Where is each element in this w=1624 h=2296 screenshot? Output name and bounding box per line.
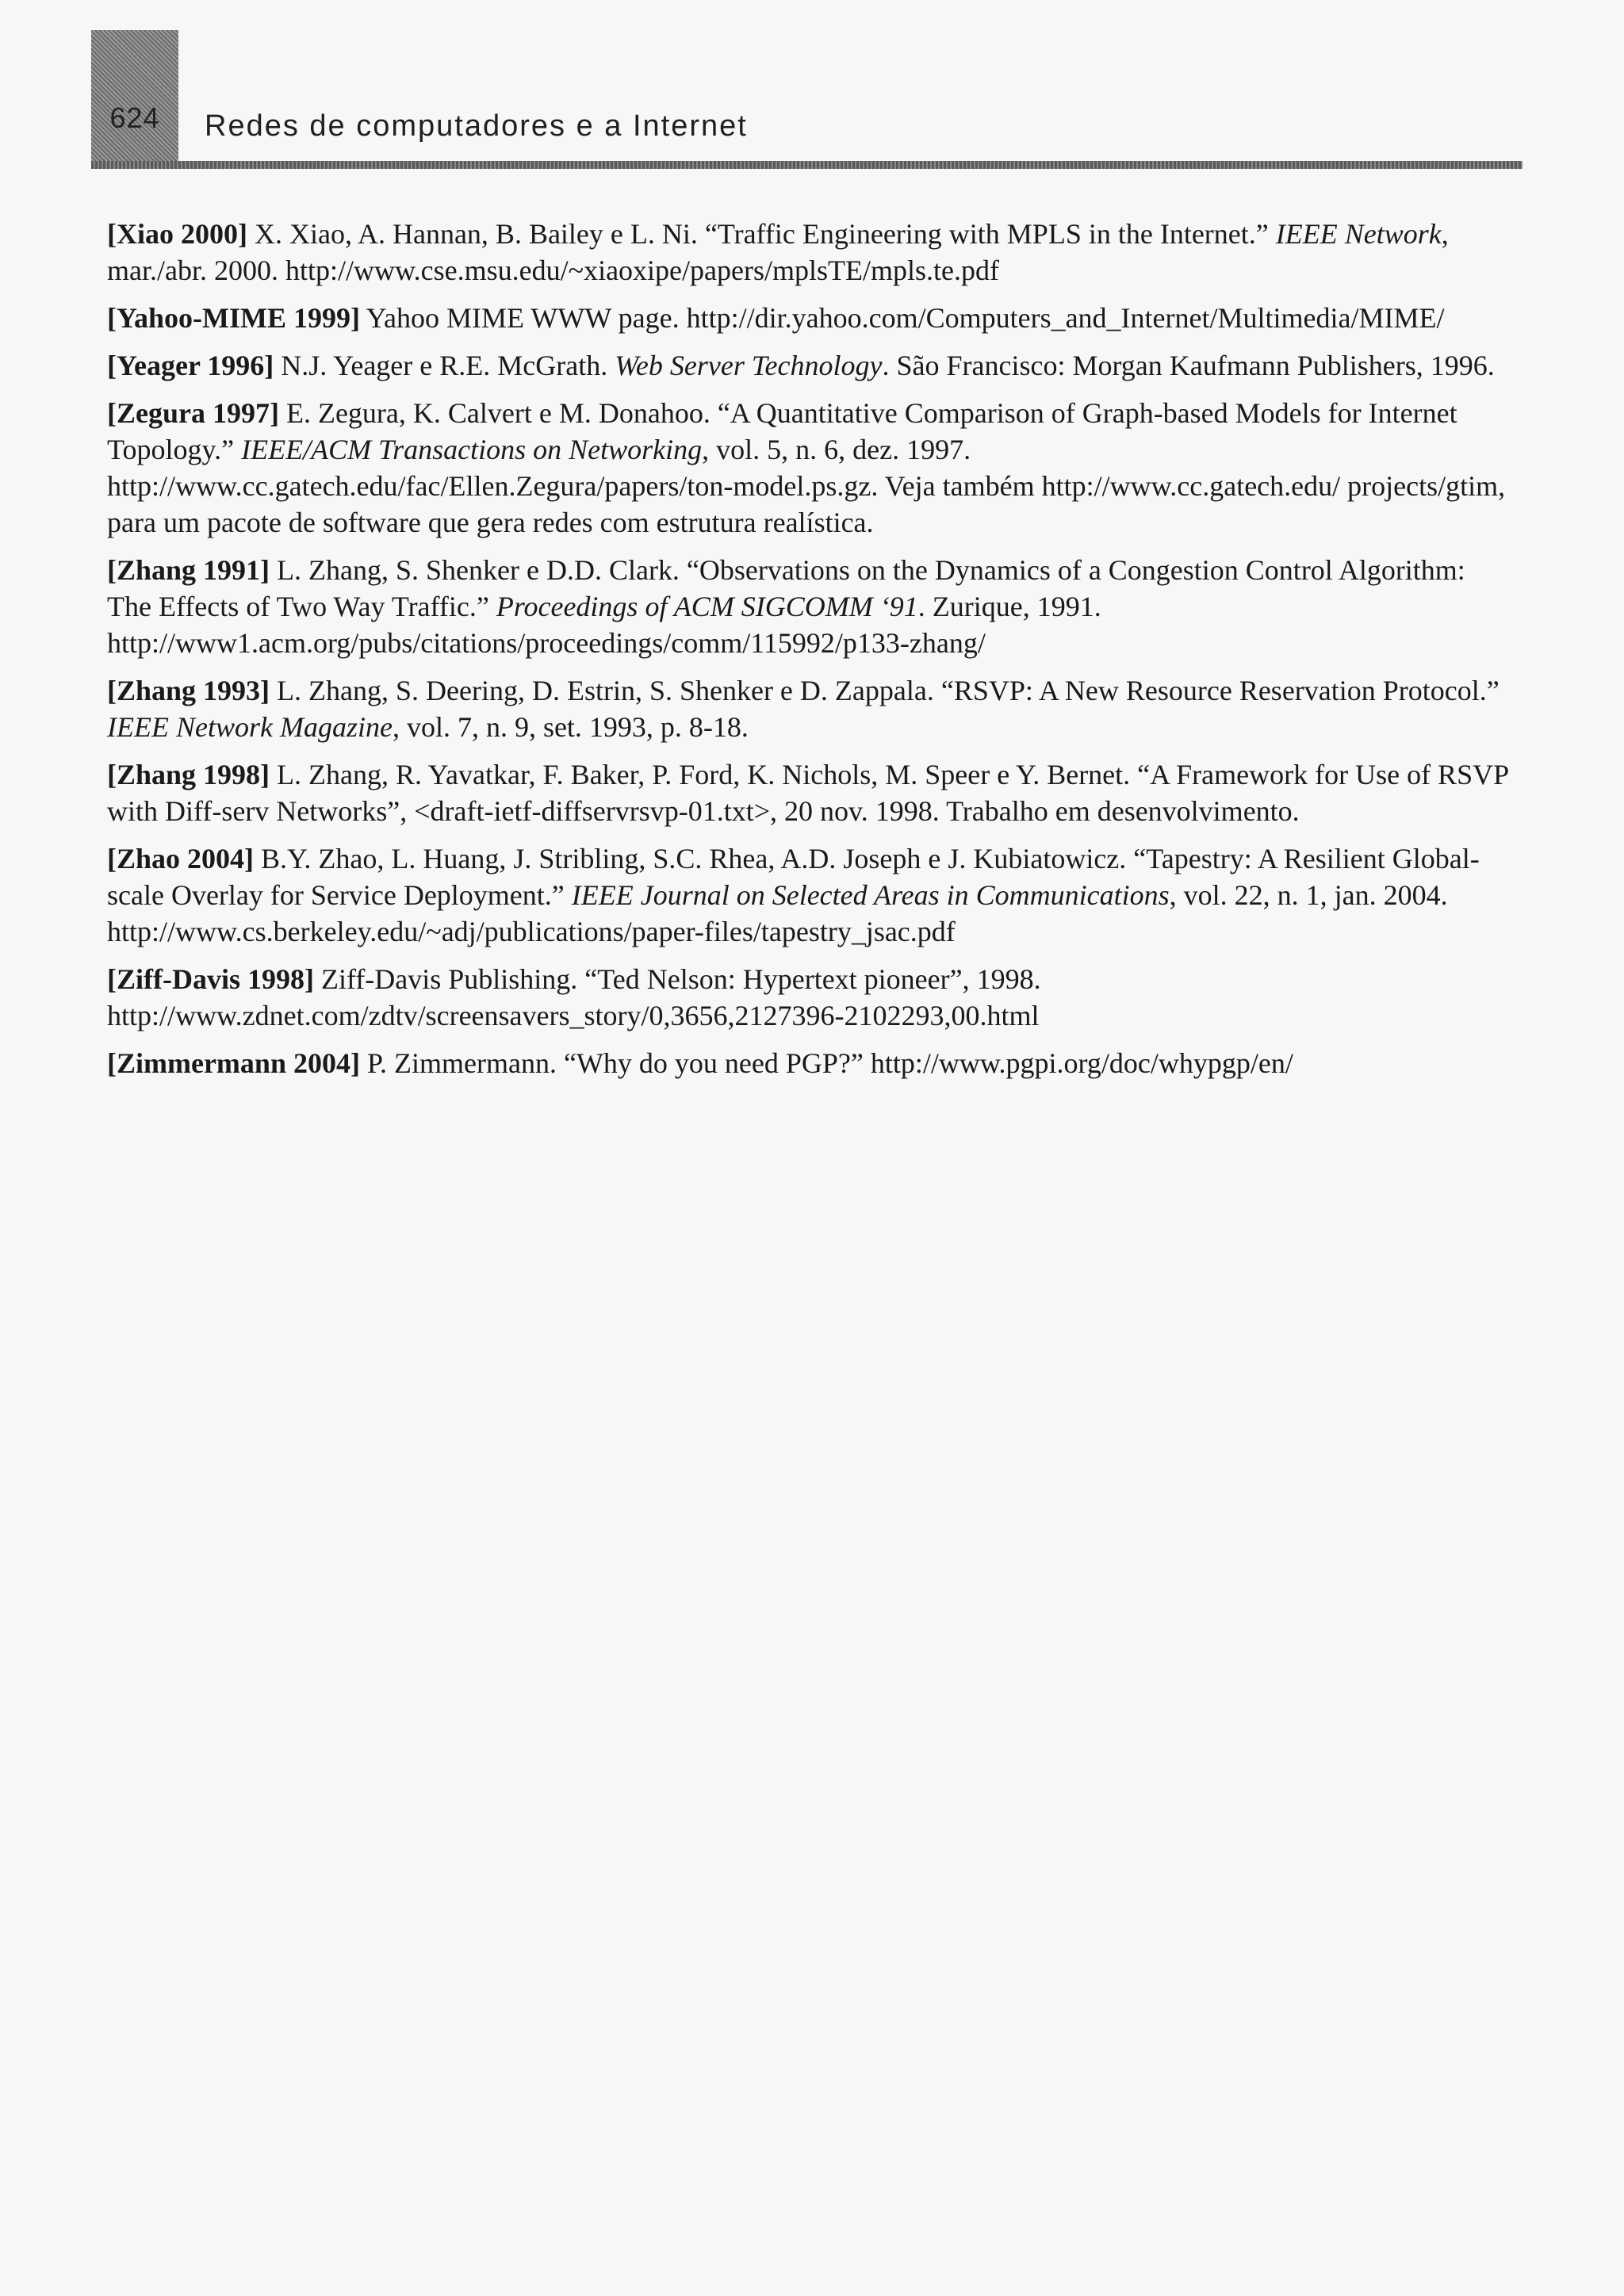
reference-key: [Zhang 1991] bbox=[107, 554, 270, 586]
reference-entry bbox=[107, 1045, 1511, 1081]
reference-entry bbox=[107, 216, 1511, 289]
reference-title: IEEE Network bbox=[1275, 218, 1442, 250]
reference-text: L. Zhang, S. Shenker e D.D. Clark. “Observations on the Dynamics of a Congestion Control Algorithm: The Effects of Two Way Traffic.” bbox=[107, 554, 1465, 622]
reference-text-tail: . Zurique, 1991. http://www1.acm.org/pubs/citations/proceedings/comm/115992/p133-zhang/ bbox=[107, 591, 1101, 659]
reference-text: X. Xiao, A. Hannan, B. Bailey e L. Ni. “Traffic Engineering with MPLS in the Internet.” bbox=[247, 218, 1276, 250]
reference-entry bbox=[107, 756, 1511, 829]
reference-text-tail: , vol. 22, n. 1, jan. 2004. http://www.cs.berkeley.edu/~adj/publications/paper-files/tapestry_jsac.pdf bbox=[107, 879, 1448, 947]
reference-entry bbox=[107, 552, 1511, 661]
reference-text: B.Y. Zhao, L. Huang, J. Stribling, S.C. Rhea, A.D. Joseph e J. Kubiatowicz. “Tapestry: A Resilient Global-scale Overlay for Service Deployment.” bbox=[107, 843, 1480, 911]
reference-text: E. Zegura, K. Calvert e M. Donahoo. “A Quantitative Comparison of Graph-based Models for Internet Topology.” bbox=[107, 397, 1457, 465]
page-number: 624 bbox=[109, 101, 160, 134]
reference-key: [Zhao 2004] bbox=[107, 843, 255, 874]
reference-entry bbox=[107, 347, 1511, 384]
reference-key: [Zhang 1993] bbox=[107, 675, 270, 706]
reference-title: IEEE Network Magazine bbox=[107, 711, 393, 743]
page-number-box bbox=[91, 30, 178, 169]
reference-text-tail: , vol. 5, n. 6, dez. 1997. http://www.cc.gatech.edu/fac/Ellen.Zegura/papers/ton-model.ps.gz. Veja também http://www.cc.gatech.edu/ projects/gtim, para um pacote de software que gera redes com estrutura realística. bbox=[107, 434, 1506, 538]
reference-title: IEEE/ACM Transactions on Networking bbox=[241, 434, 703, 465]
reference-text: N.J. Yeager e R.E. McGrath. bbox=[274, 350, 615, 381]
reference-entry bbox=[107, 300, 1511, 336]
reference-text: P. Zimmermann. “Why do you need PGP?” http://www.pgpi.org/doc/whypgp/en/ bbox=[359, 1047, 1293, 1079]
page-header bbox=[0, 0, 1624, 174]
reference-title: Proceedings of ACM SIGCOMM ‘91 bbox=[496, 591, 918, 622]
reference-text: Ziff-Davis Publishing. “Ted Nelson: Hypertext pioneer”, 1998. http://www.zdnet.com/zdtv/screensavers_story/0,3656,2127396-2102293,00.html bbox=[107, 963, 1041, 1031]
reference-key: [Zhang 1998] bbox=[107, 759, 270, 790]
reference-text: L. Zhang, S. Deering, D. Estrin, S. Shenker e D. Zappala. “RSVP: A New Resource Reservation Protocol.” bbox=[270, 675, 1500, 706]
reference-key: [Zimmermann 2004] bbox=[107, 1047, 360, 1079]
reference-text-tail: , mar./abr. 2000. http://www.cse.msu.edu/~xiaoxipe/papers/mplsTE/mpls.te.pdf bbox=[107, 218, 1449, 286]
reference-text: Yahoo MIME WWW page. http://dir.yahoo.com/Computers_and_Internet/Multimedia/MIME/ bbox=[359, 302, 1445, 334]
reference-key: [Zegura 1997] bbox=[107, 397, 279, 429]
reference-entry bbox=[107, 395, 1511, 541]
reference-entry bbox=[107, 840, 1511, 950]
reference-text: L. Zhang, R. Yavatkar, F. Baker, P. Ford, K. Nichols, M. Speer e Y. Bernet. “A Framework for Use of RSVP with Diff-serv Networks”, <draft-ietf-diffservrsvp-01.txt>, 20 nov. 1998. Trabalho em desenvolvimento. bbox=[107, 759, 1508, 827]
reference-key: [Yahoo-MIME 1999] bbox=[107, 302, 360, 334]
reference-text-tail: , vol. 7, n. 9, set. 1993, p. 8-18. bbox=[392, 711, 749, 743]
header-rule bbox=[91, 161, 1522, 169]
reference-key: [Xiao 2000] bbox=[107, 218, 247, 250]
reference-title: Web Server Technology bbox=[615, 350, 883, 381]
reference-text-tail: . São Francisco: Morgan Kaufmann Publishers, 1996. bbox=[882, 350, 1495, 381]
running-title: Redes de computadores e a Internet bbox=[205, 109, 748, 143]
reference-key: [Ziff-Davis 1998] bbox=[107, 963, 314, 995]
reference-entry bbox=[107, 961, 1511, 1034]
reference-title: IEEE Journal on Selected Areas in Communications bbox=[571, 879, 1170, 911]
reference-entry bbox=[107, 672, 1511, 745]
reference-list bbox=[107, 216, 1511, 1093]
reference-key: [Yeager 1996] bbox=[107, 350, 274, 381]
